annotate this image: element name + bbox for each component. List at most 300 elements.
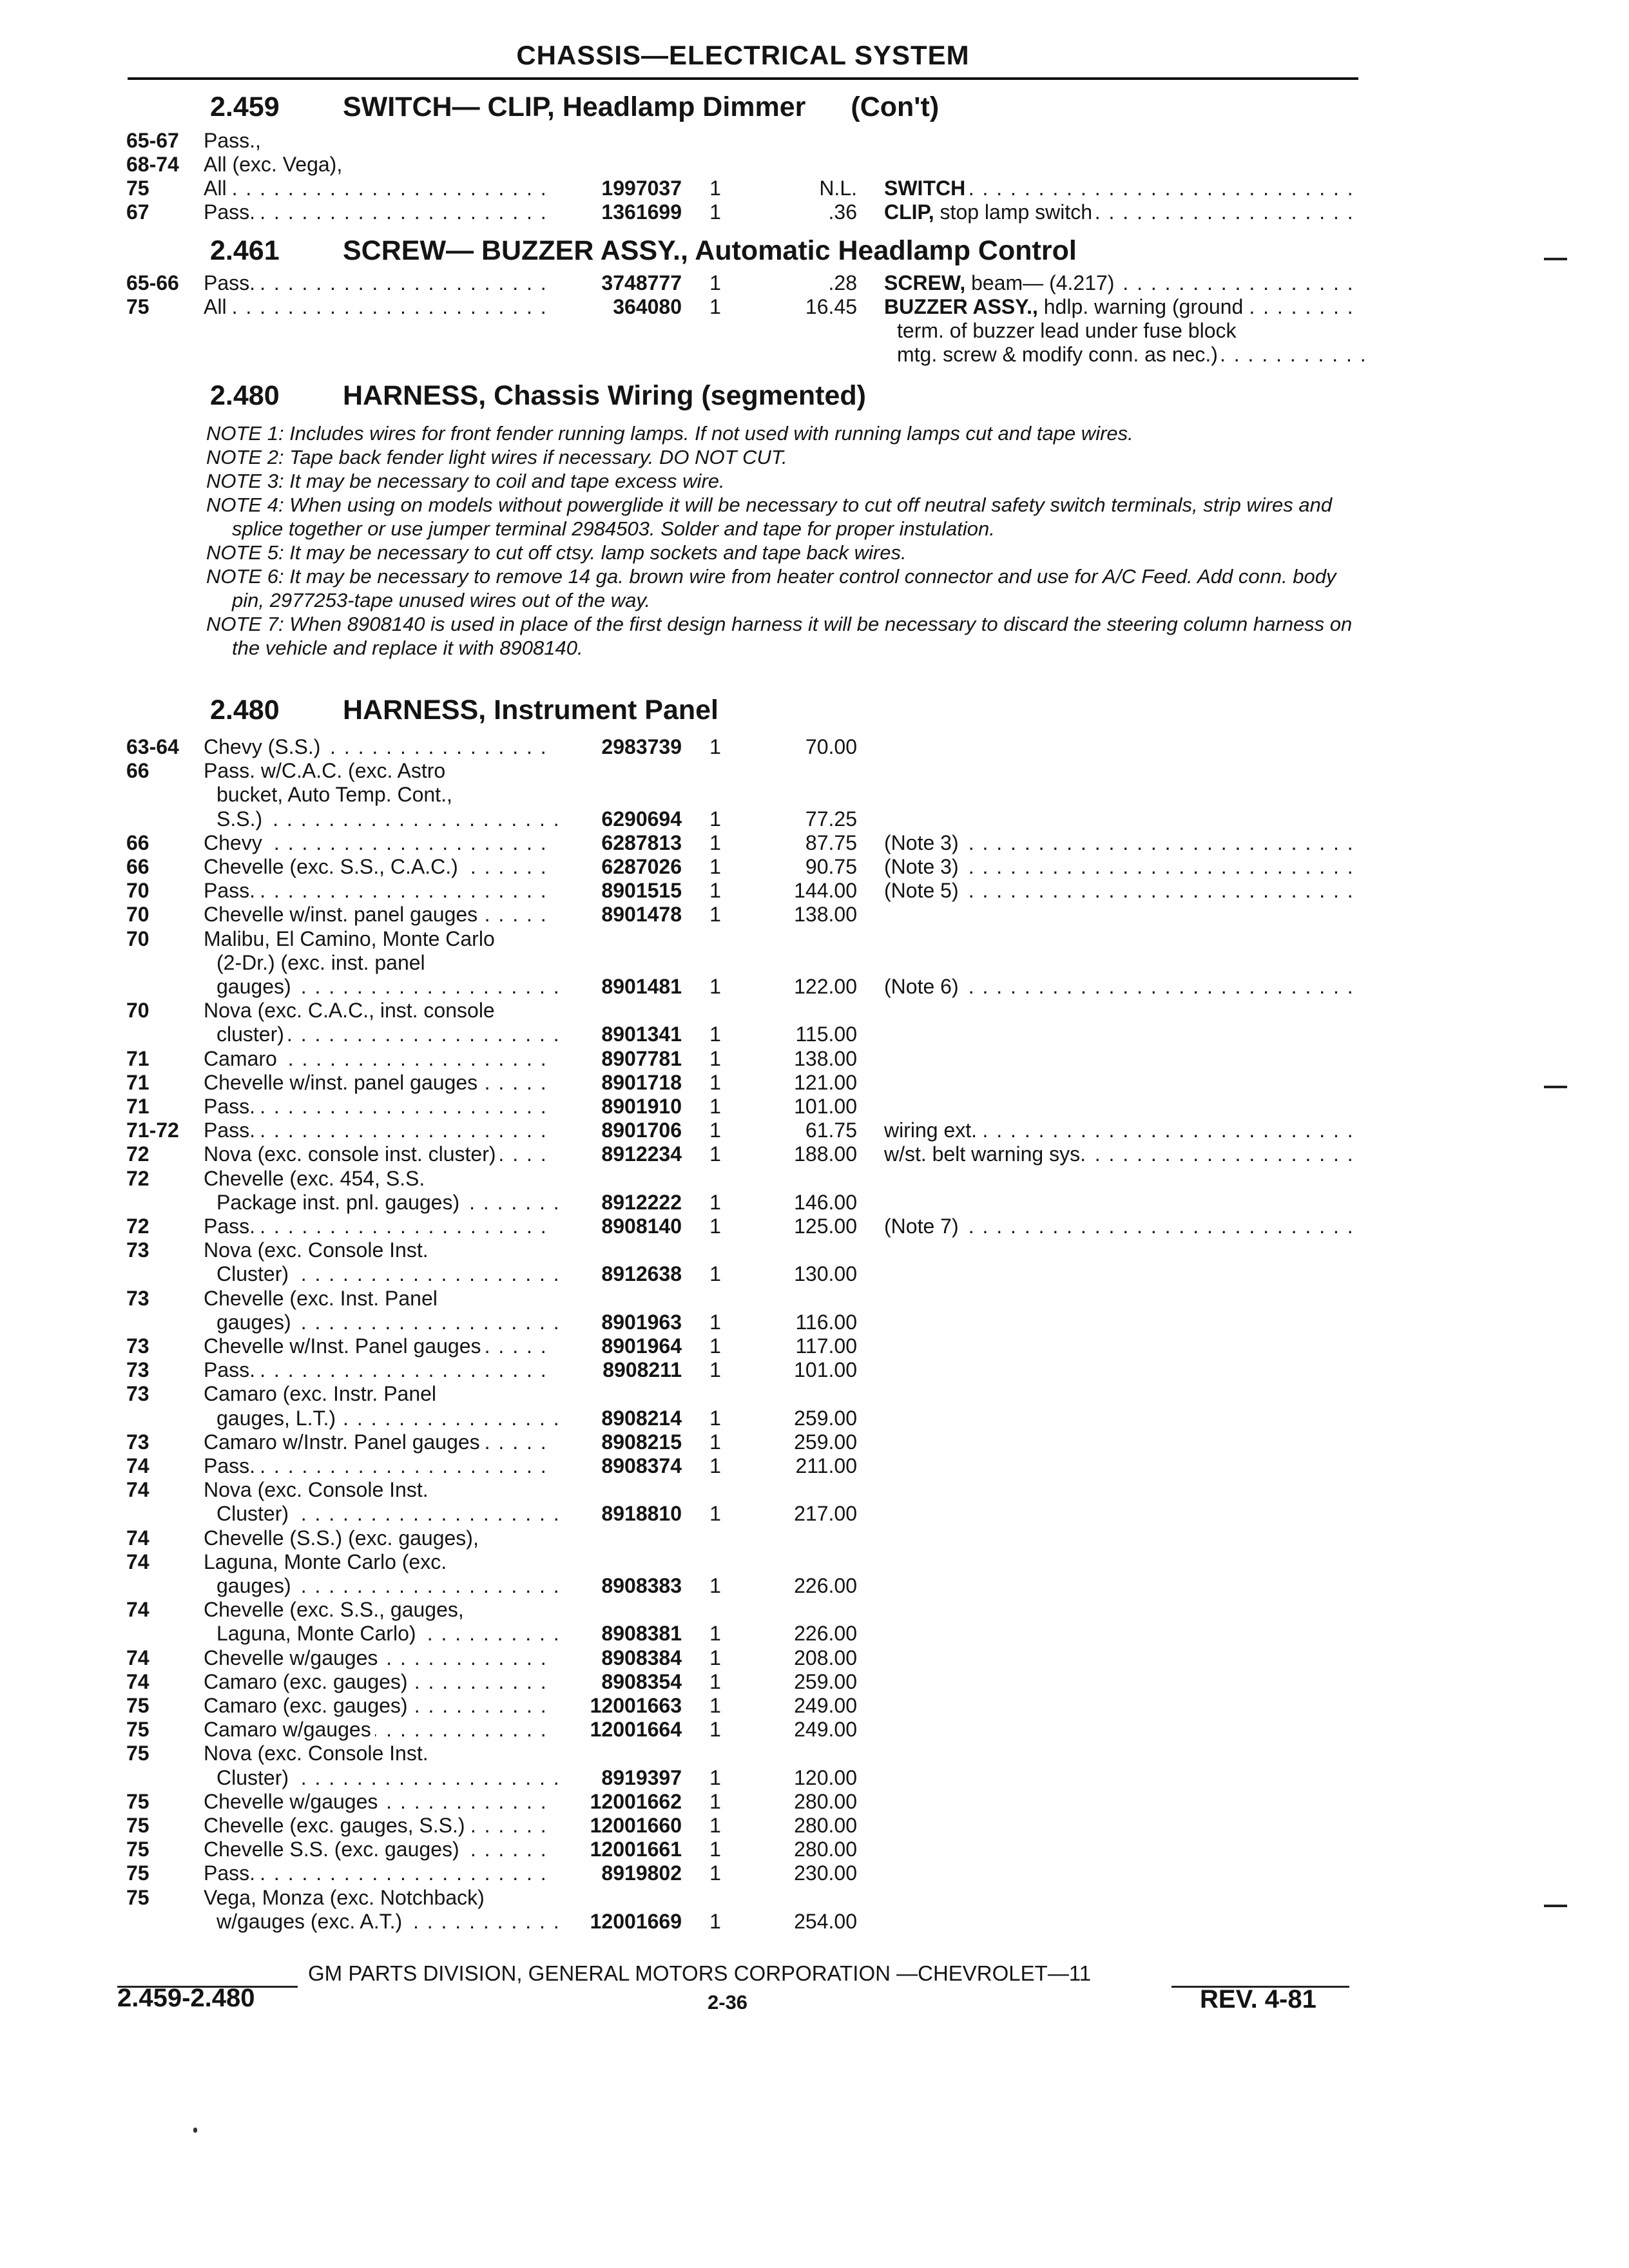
- part-description: [204, 759, 552, 783]
- price: 90.75: [805, 855, 857, 878]
- part-description-text: Pass.,: [204, 129, 265, 152]
- part-number: 8901718: [601, 1071, 682, 1094]
- item-note-keyword: SWITCH: [884, 177, 966, 200]
- price: 259.00: [794, 1430, 857, 1454]
- part-description: [204, 1215, 552, 1238]
- item-note: [884, 129, 1358, 153]
- parts-row: [0, 343, 1629, 367]
- part-number: 8901964: [601, 1334, 682, 1358]
- part-description: [204, 1334, 552, 1358]
- part-number: 12001664: [590, 1718, 682, 1741]
- quantity: 1: [709, 1358, 721, 1381]
- quantity: 1: [709, 1861, 721, 1885]
- item-note: [884, 1047, 1358, 1071]
- notes-block: [206, 421, 1366, 660]
- part-description: [204, 1142, 552, 1166]
- item-note: [884, 975, 1358, 999]
- model-year: 73: [126, 1430, 149, 1454]
- part-description: [204, 1454, 552, 1478]
- part-description-text: Camaro (exc. Instr. Panel: [204, 1382, 440, 1405]
- part-description-text: S.S.): [217, 807, 266, 831]
- model-year: 73: [126, 1358, 149, 1381]
- parts-row: [0, 1861, 1629, 1885]
- part-description: [204, 1095, 552, 1119]
- quantity: 1: [709, 200, 721, 224]
- item-note: [884, 1550, 1358, 1574]
- item-note-text: (Note 6): [884, 975, 959, 998]
- part-description: [204, 153, 552, 177]
- part-number: 8912222: [601, 1191, 682, 1214]
- item-note: [884, 1382, 1358, 1406]
- price: 146.00: [794, 1191, 857, 1214]
- parts-row: [0, 807, 1629, 831]
- quantity: 1: [709, 1262, 721, 1285]
- part-description-text: Pass.: [204, 1861, 259, 1885]
- part-description-text: Chevy: [204, 831, 266, 854]
- price: 122.00: [794, 975, 857, 998]
- part-description: [204, 879, 552, 903]
- part-number: 8908384: [601, 1646, 682, 1669]
- item-note: [884, 1119, 1358, 1142]
- parts-row: [0, 1095, 1629, 1119]
- part-description: [204, 200, 552, 224]
- part-description-text: Nova (exc. Console Inst.: [204, 1478, 432, 1501]
- part-description-text: bucket, Auto Temp. Cont.,: [217, 783, 456, 806]
- model-year: 75: [126, 1861, 149, 1885]
- part-description-text: Nova (exc. C.A.C., inst. console: [204, 999, 499, 1022]
- item-note: [884, 759, 1358, 783]
- item-note: [884, 1526, 1358, 1550]
- item-note: [884, 1215, 1358, 1238]
- parts-row: [0, 1502, 1629, 1526]
- parts-row: [0, 1718, 1629, 1742]
- parts-row: [0, 1407, 1629, 1430]
- item-note: [884, 1191, 1358, 1215]
- model-year: 70: [126, 927, 149, 950]
- part-description: [204, 999, 552, 1023]
- part-description-text: Cluster): [217, 1766, 293, 1789]
- scan-speck: [193, 2128, 197, 2133]
- part-description-text: Chevelle w/Inst. Panel gauges: [204, 1334, 485, 1358]
- model-year: 66: [126, 831, 149, 854]
- item-note: [884, 735, 1358, 759]
- section-heading: [210, 235, 1077, 267]
- item-note: [884, 783, 1358, 807]
- part-number: 8908383: [601, 1574, 682, 1597]
- margin-mark: [1544, 1086, 1567, 1088]
- item-note: [884, 1358, 1358, 1382]
- part-description: [204, 1526, 552, 1550]
- part-description: [217, 1574, 564, 1598]
- part-description: [217, 1191, 564, 1215]
- quantity: 1: [709, 807, 721, 831]
- quantity: 1: [709, 1766, 721, 1789]
- part-description: [204, 1430, 552, 1454]
- model-year: 63-64: [126, 735, 179, 758]
- section-number: 2.480: [210, 380, 280, 411]
- parts-row: [0, 1526, 1629, 1550]
- quantity: 1: [709, 1142, 721, 1166]
- quantity: 1: [709, 855, 721, 878]
- part-number: 1997037: [601, 177, 682, 200]
- item-note: [897, 319, 1371, 343]
- price: 16.45: [805, 295, 857, 318]
- part-description: [204, 1646, 552, 1670]
- part-description-text: Pass.: [204, 1454, 259, 1477]
- price: 101.00: [794, 1358, 857, 1381]
- model-year: 74: [126, 1646, 149, 1669]
- model-year: 74: [126, 1670, 149, 1693]
- item-note: [884, 1238, 1358, 1262]
- item-note: [884, 1838, 1358, 1861]
- item-note: [884, 1742, 1358, 1765]
- section-heading: [210, 695, 718, 726]
- page-title: CHASSIS—ELECTRICAL SYSTEM: [516, 40, 970, 70]
- parts-row: [0, 951, 1629, 975]
- item-note: [884, 200, 1358, 224]
- model-year: 75: [126, 1838, 149, 1861]
- item-note: [884, 1407, 1358, 1430]
- model-year: 71: [126, 1071, 149, 1094]
- part-description: [204, 1238, 552, 1262]
- part-description: [204, 1718, 552, 1742]
- item-note: [884, 1766, 1358, 1790]
- part-description: [204, 1071, 552, 1095]
- parts-row: [0, 1215, 1629, 1238]
- section-heading: [210, 91, 939, 123]
- quantity: 1: [709, 1718, 721, 1741]
- quantity: 1: [709, 1334, 721, 1358]
- part-description: [217, 1910, 564, 1934]
- part-number: 8908374: [601, 1454, 682, 1477]
- part-number: 8908381: [601, 1622, 682, 1645]
- quantity: 1: [709, 1670, 721, 1693]
- part-description: [204, 129, 552, 153]
- item-note: [884, 1334, 1358, 1358]
- model-year: 71-72: [126, 1119, 179, 1142]
- item-note-text: w/st. belt warning sys.: [884, 1142, 1086, 1166]
- part-description: [204, 295, 552, 319]
- part-number: 12001661: [590, 1838, 682, 1861]
- item-note: [884, 1886, 1358, 1910]
- parts-row: [0, 1574, 1629, 1598]
- parts-row: [0, 1071, 1629, 1095]
- quantity: 1: [709, 295, 721, 318]
- part-number: 8901706: [601, 1119, 682, 1142]
- quantity: 1: [709, 1574, 721, 1597]
- item-note: [884, 1023, 1358, 1046]
- item-note: [884, 1670, 1358, 1694]
- item-note-text: (Note 3): [884, 855, 959, 878]
- price: 115.00: [795, 1023, 857, 1046]
- price: 121.00: [794, 1071, 857, 1094]
- parts-row: [0, 927, 1629, 951]
- note-text: NOTE 7: When 8908140 is used in place of the first design harness it will be necessary to discard the steering column harness on the vehicle and replace it with 8908140.: [206, 613, 1353, 659]
- section-number: 2.480: [210, 695, 280, 726]
- item-note: [884, 999, 1358, 1023]
- item-note: [884, 807, 1358, 831]
- item-note-text: (Note 3): [884, 831, 959, 854]
- item-note: [884, 1861, 1358, 1885]
- model-year: 70: [126, 999, 149, 1022]
- model-year: 75: [126, 1718, 149, 1741]
- part-description: [204, 903, 552, 927]
- part-description: [204, 1814, 552, 1838]
- part-description: [204, 271, 552, 295]
- part-description-text: Malibu, El Camino, Monte Carlo: [204, 927, 499, 950]
- footer-publisher: GM PARTS DIVISION, GENERAL MOTORS CORPORATION —CHEVROLET—11: [308, 1961, 1092, 1985]
- quantity: 1: [709, 1430, 721, 1454]
- parts-row: [0, 1119, 1629, 1142]
- model-year: 73: [126, 1287, 149, 1310]
- parts-row: [0, 759, 1629, 783]
- part-description-text: Laguna, Monte Carlo): [217, 1622, 420, 1645]
- part-description-text: Chevelle w/gauges: [204, 1790, 381, 1813]
- part-description-text: Pass.: [204, 1095, 259, 1118]
- model-year: 70: [126, 903, 149, 926]
- quantity: 1: [709, 831, 721, 854]
- part-description: [204, 1742, 552, 1765]
- parts-row: [0, 783, 1629, 807]
- quantity: 1: [709, 177, 721, 200]
- item-note-text: hdlp. warning (ground: [1037, 295, 1244, 318]
- parts-row: [0, 1670, 1629, 1694]
- model-year: 74: [126, 1478, 149, 1501]
- item-note-text: term. of buzzer lead under fuse block: [897, 319, 1237, 342]
- part-description-text: Camaro: [204, 1047, 281, 1070]
- part-description-text: All (exc. Vega),: [204, 153, 346, 176]
- part-description: [204, 831, 552, 855]
- part-number: 8908140: [601, 1215, 682, 1238]
- part-number: 6287026: [601, 855, 682, 878]
- part-description: [204, 319, 552, 343]
- part-number: 2983739: [601, 735, 682, 758]
- quantity: 1: [709, 1646, 721, 1669]
- item-note: [884, 295, 1358, 319]
- price: 249.00: [794, 1718, 857, 1741]
- model-year: 75: [126, 1886, 149, 1909]
- part-number: 12001660: [590, 1814, 682, 1837]
- parts-row: [0, 1598, 1629, 1622]
- part-number: 8908215: [601, 1430, 682, 1454]
- parts-row: [0, 1238, 1629, 1262]
- item-note: [884, 1311, 1358, 1334]
- part-description-text: gauges): [217, 1574, 295, 1597]
- part-description: [204, 1861, 552, 1885]
- item-note-text: (Note 5): [884, 879, 959, 902]
- part-description: [204, 855, 552, 879]
- part-description-text: Chevelle (exc. gauges, S.S.): [204, 1814, 469, 1837]
- price: N.L.: [819, 177, 857, 200]
- parts-row: [0, 1047, 1629, 1071]
- price: 101.00: [794, 1095, 857, 1118]
- parts-row: [0, 200, 1629, 224]
- parts-row: [0, 1311, 1629, 1334]
- model-year: 74: [126, 1526, 149, 1550]
- price: 208.00: [794, 1646, 857, 1669]
- item-note-text: (Note 7): [884, 1215, 959, 1238]
- part-description: [217, 807, 564, 831]
- part-description: [204, 1598, 552, 1622]
- quantity: 1: [709, 1407, 721, 1430]
- part-number: 8908211: [602, 1358, 682, 1381]
- part-description-text: Chevelle w/inst. panel gauges: [204, 1071, 481, 1094]
- parts-row: [0, 1334, 1629, 1358]
- price: 130.00: [794, 1262, 857, 1285]
- price: 259.00: [794, 1670, 857, 1693]
- item-note: [884, 1502, 1358, 1526]
- part-description-text: Chevelle (exc. S.S., C.A.C.): [204, 855, 462, 878]
- price: 117.00: [795, 1334, 857, 1358]
- part-description-text: Chevy (S.S.): [204, 735, 324, 758]
- parts-row: [0, 295, 1629, 319]
- model-year: 74: [126, 1598, 149, 1621]
- parts-row: [0, 735, 1629, 759]
- model-year: 75: [126, 1814, 149, 1837]
- parts-row: [0, 1694, 1629, 1718]
- price: 188.00: [794, 1142, 857, 1166]
- footer-revision: REV. 4-81: [1200, 1985, 1316, 2013]
- model-year: 66: [126, 759, 149, 782]
- part-description: [217, 951, 564, 975]
- item-note: [884, 271, 1358, 295]
- item-note: [884, 1167, 1358, 1191]
- item-note: [884, 903, 1358, 927]
- part-description-text: Chevelle w/gauges: [204, 1646, 381, 1669]
- part-description: [204, 1670, 552, 1694]
- price: 280.00: [794, 1838, 857, 1861]
- part-number: 8901963: [601, 1311, 682, 1334]
- part-description: [217, 1622, 564, 1646]
- note-text: NOTE 4: When using on models without powerglide it will be necessary to cut off neutral safety switch terminals, strip wires and splice together or use jumper terminal 2984503. Solder and tape for proper instulation.: [206, 494, 1333, 540]
- model-year: 75: [126, 1742, 149, 1765]
- model-year: 73: [126, 1334, 149, 1358]
- part-number: 364080: [613, 295, 682, 318]
- price: .36: [828, 200, 857, 224]
- part-number: 12001663: [590, 1694, 682, 1717]
- part-description: [204, 1119, 552, 1142]
- quantity: 1: [709, 1622, 721, 1645]
- item-note: [884, 1478, 1358, 1502]
- item-note: [884, 1910, 1358, 1934]
- part-description: [204, 735, 552, 759]
- part-description-text: Camaro w/gauges: [204, 1718, 375, 1741]
- model-year: 68-74: [126, 153, 179, 176]
- part-description: [217, 1023, 564, 1046]
- part-number: 6287813: [601, 831, 682, 854]
- item-note: [884, 1430, 1358, 1454]
- item-note-text: wiring ext.: [884, 1119, 978, 1142]
- part-description: [204, 1358, 552, 1382]
- section-number: 2.461: [210, 235, 280, 266]
- item-note: [884, 1454, 1358, 1478]
- item-note: [884, 1598, 1358, 1622]
- price: 211.00: [795, 1454, 857, 1477]
- parts-row: [0, 903, 1629, 927]
- parts-row: [0, 129, 1629, 153]
- margin-mark: [1544, 1905, 1567, 1907]
- part-number: 6290694: [601, 807, 682, 831]
- part-description-text: Chevelle (exc. S.S., gauges,: [204, 1598, 468, 1621]
- part-number: 8901515: [601, 879, 682, 902]
- parts-row: [0, 1287, 1629, 1311]
- model-year: 70: [126, 879, 149, 902]
- part-description-text: All: [204, 295, 231, 318]
- part-description-text: Camaro (exc. gauges): [204, 1694, 412, 1717]
- item-note: [884, 927, 1358, 951]
- model-year: 72: [126, 1167, 149, 1190]
- price: 226.00: [794, 1622, 857, 1645]
- quantity: 1: [709, 903, 721, 926]
- part-description-text: Chevelle w/inst. panel gauges: [204, 903, 481, 926]
- price: 116.00: [795, 1311, 857, 1334]
- parts-row: [0, 1167, 1629, 1191]
- item-note: [884, 951, 1358, 975]
- parts-row: [0, 1191, 1629, 1215]
- part-description-text: Cluster): [217, 1262, 293, 1285]
- parts-row: [0, 1790, 1629, 1814]
- section-title: SCREW— BUZZER ASSY., Automatic Headlamp Control: [343, 235, 1077, 266]
- item-note: [884, 1718, 1358, 1742]
- price: 144.00: [794, 879, 857, 902]
- footer-page-number: 2-36: [708, 1991, 748, 2013]
- item-note: [884, 1071, 1358, 1095]
- part-description: [204, 1838, 552, 1861]
- quantity: 1: [709, 1047, 721, 1070]
- section-title: HARNESS, Chassis Wiring (segmented): [343, 380, 866, 411]
- part-description-text: Camaro (exc. gauges): [204, 1670, 412, 1693]
- quantity: 1: [709, 879, 721, 902]
- price: 217.00: [794, 1502, 857, 1525]
- part-description-text: Camaro w/Instr. Panel gauges: [204, 1430, 484, 1454]
- section-title: SWITCH— CLIP, Headlamp Dimmer: [343, 91, 806, 122]
- parts-row: [0, 1358, 1629, 1382]
- part-number: 12001662: [590, 1790, 682, 1813]
- item-note: [884, 153, 1358, 177]
- part-description-text: Chevelle (S.S.) (exc. gauges),: [204, 1526, 483, 1550]
- parts-row: [0, 831, 1629, 855]
- item-note: [884, 1142, 1358, 1166]
- part-description: [204, 1478, 552, 1502]
- note-text: NOTE 6: It may be necessary to remove 14 ga. brown wire from heater control connector and use for A/C Feed. Add conn. body pin, 2977253-tape unused wires out of the way.: [206, 565, 1336, 611]
- item-note: [884, 177, 1358, 200]
- parts-row: [0, 1766, 1629, 1790]
- item-note: [884, 1622, 1358, 1646]
- price: 70.00: [805, 735, 857, 758]
- part-description-text: Pass.: [204, 200, 259, 224]
- part-number: 8908214: [601, 1407, 682, 1430]
- model-year: 72: [126, 1142, 149, 1166]
- price: 254.00: [794, 1910, 857, 1933]
- part-description: [217, 1407, 564, 1430]
- item-note: [884, 1095, 1358, 1119]
- parts-row: [0, 1814, 1629, 1838]
- item-note-keyword: CLIP,: [884, 200, 934, 224]
- item-note-text: beam— (4.217): [965, 271, 1115, 294]
- model-year: 73: [126, 1382, 149, 1405]
- footer-section-range: 2.459-2.480: [117, 1984, 255, 2012]
- part-description: [217, 1502, 564, 1526]
- section-number: 2.459: [210, 91, 280, 122]
- quantity: 1: [709, 1191, 721, 1214]
- price: 230.00: [794, 1861, 857, 1885]
- part-description-text: Chevelle (exc. Inst. Panel: [204, 1287, 441, 1310]
- part-number: 1361699: [601, 200, 682, 224]
- model-year: 71: [126, 1047, 149, 1070]
- parts-row: [0, 1262, 1629, 1286]
- quantity: 1: [709, 271, 721, 294]
- part-description-text: Pass. w/C.A.C. (exc. Astro: [204, 759, 449, 782]
